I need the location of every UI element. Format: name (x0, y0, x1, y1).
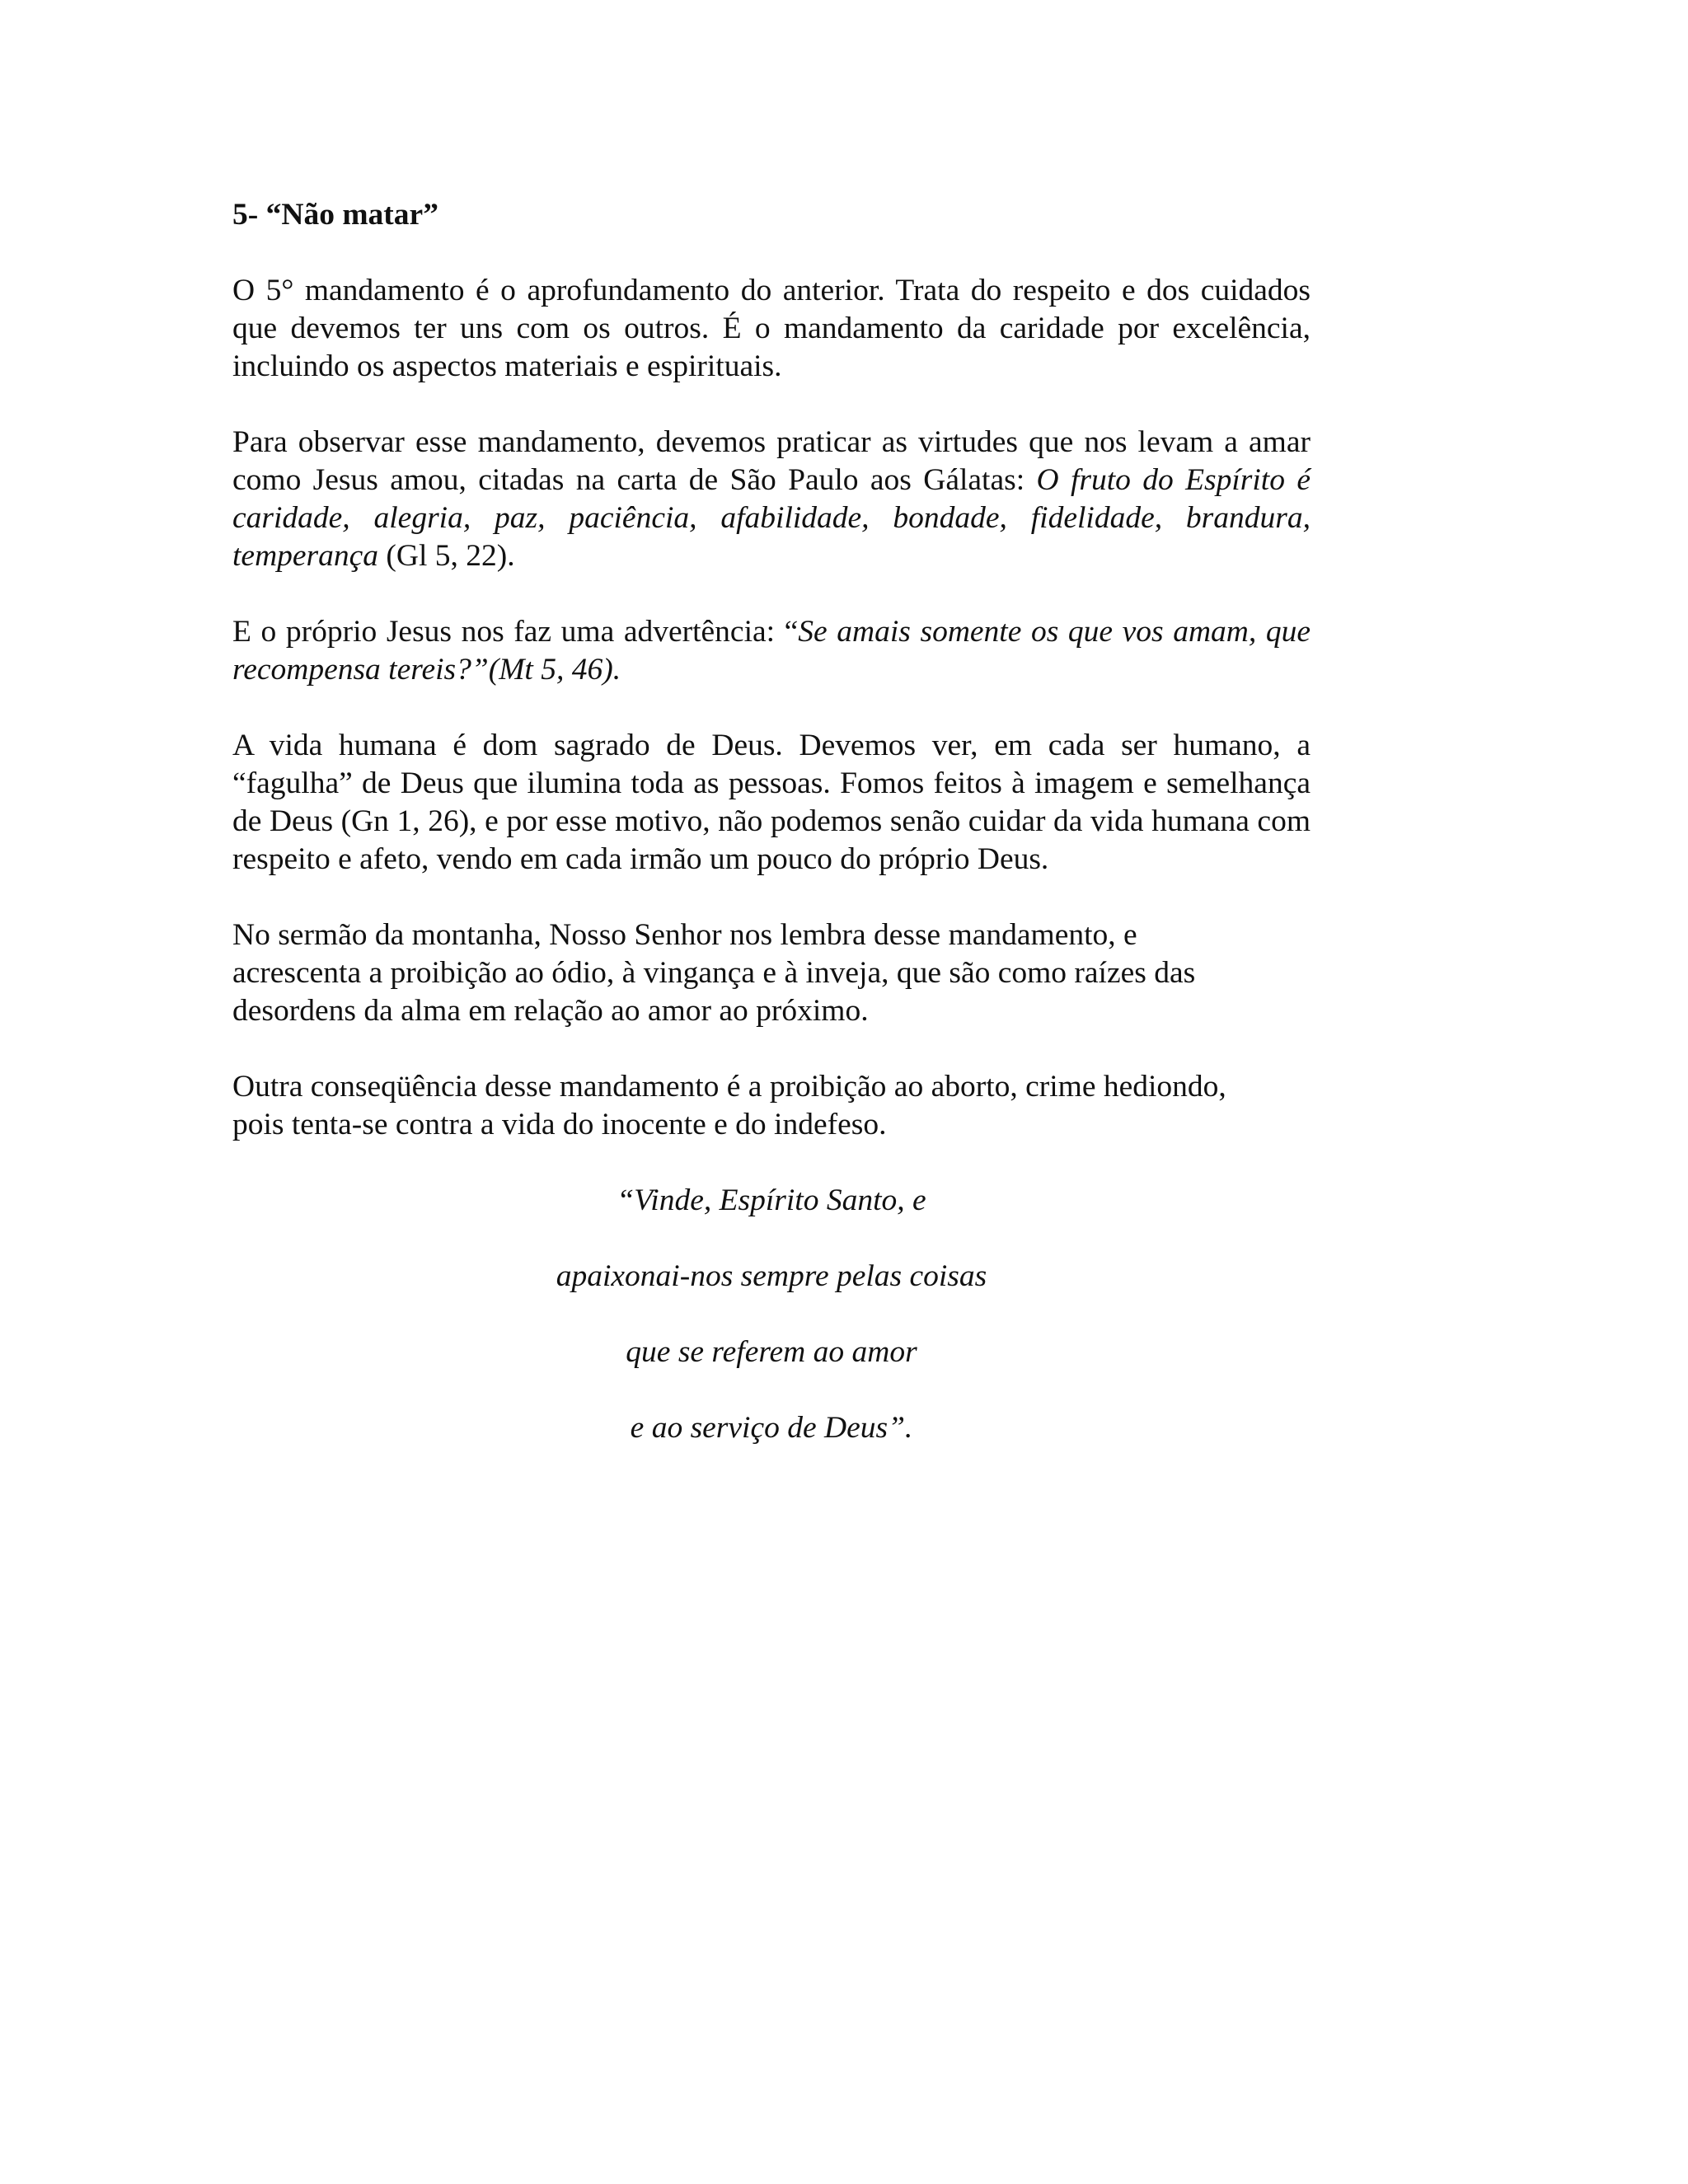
paragraph-3-quote: Se amais somente os que vos amam, que recompensa tereis?”(Mt 5, 46). (232, 615, 1311, 687)
prayer-line: que se referem ao amor (626, 1335, 917, 1369)
paragraph-5-line: No sermão da montanha, Nosso Senhor nos lembra desse mandamento, e (232, 918, 1137, 952)
paragraph-6-line: Outra conseqüência desse mandamento é a proibição ao aborto, crime hediondo, (232, 1070, 1226, 1104)
paragraph-5 (232, 916, 1311, 1030)
prayer-line: “Vinde, Espírito Santo, e (617, 1183, 926, 1217)
paragraph-2 (232, 424, 1311, 575)
paragraph-6-line: pois tenta-se contra a vida do inocente e do indefeso. (232, 1108, 887, 1141)
closing-prayer (232, 1182, 1311, 1447)
prayer-line: e ao serviço de Deus”. (630, 1411, 913, 1445)
paragraph-2-ref: (Gl 5, 22). (378, 539, 515, 573)
paragraph-2-text: Para observar esse mandamento, devemos praticar as virtudes que nos levam a amar como Jesus amou, citadas na carta de São Paulo aos Gálatas: (232, 425, 1311, 497)
paragraph-4: A vida humana é dom sagrado de Deus. Devemos ver, em cada ser humano, a “fagulha” de Deus que ilumina toda as pessoas. Fomos feitos à imagem e semelhança de Deus (Gn 1, 26), e por esse motivo, não podemos senão cuidar da vida humana com respeito e afeto, vendo em cada irmão um pouco do próprio Deus. (232, 729, 1311, 876)
prayer-line: apaixonai-nos sempre pelas coisas (556, 1259, 987, 1293)
paragraph-3 (232, 613, 1311, 689)
paragraph-5-line: acrescenta a proibição ao ódio, à vingança e à inveja, que são como raízes das (232, 956, 1196, 990)
paragraph-3-text: E o próprio Jesus nos faz uma advertência: “ (232, 615, 799, 649)
paragraph-5-line: desordens da alma em relação ao amor ao próximo. (232, 994, 869, 1028)
paragraph-6 (232, 1068, 1311, 1144)
document-page (232, 196, 1311, 1485)
paragraph-2-quote: O fruto do Espírito é caridade, alegria, paz, paciência, afabilidade, bondade, fidelidade, brandura, temperança (232, 463, 1311, 573)
section-heading: 5- “Não matar” (232, 198, 438, 232)
paragraph-1: O 5° mandamento é o aprofundamento do anterior. Trata do respeito e dos cuidados que devemos ter uns com os outros. É o mandamento da caridade por excelência, incluindo os aspectos materiais e espirituais. (232, 274, 1311, 383)
